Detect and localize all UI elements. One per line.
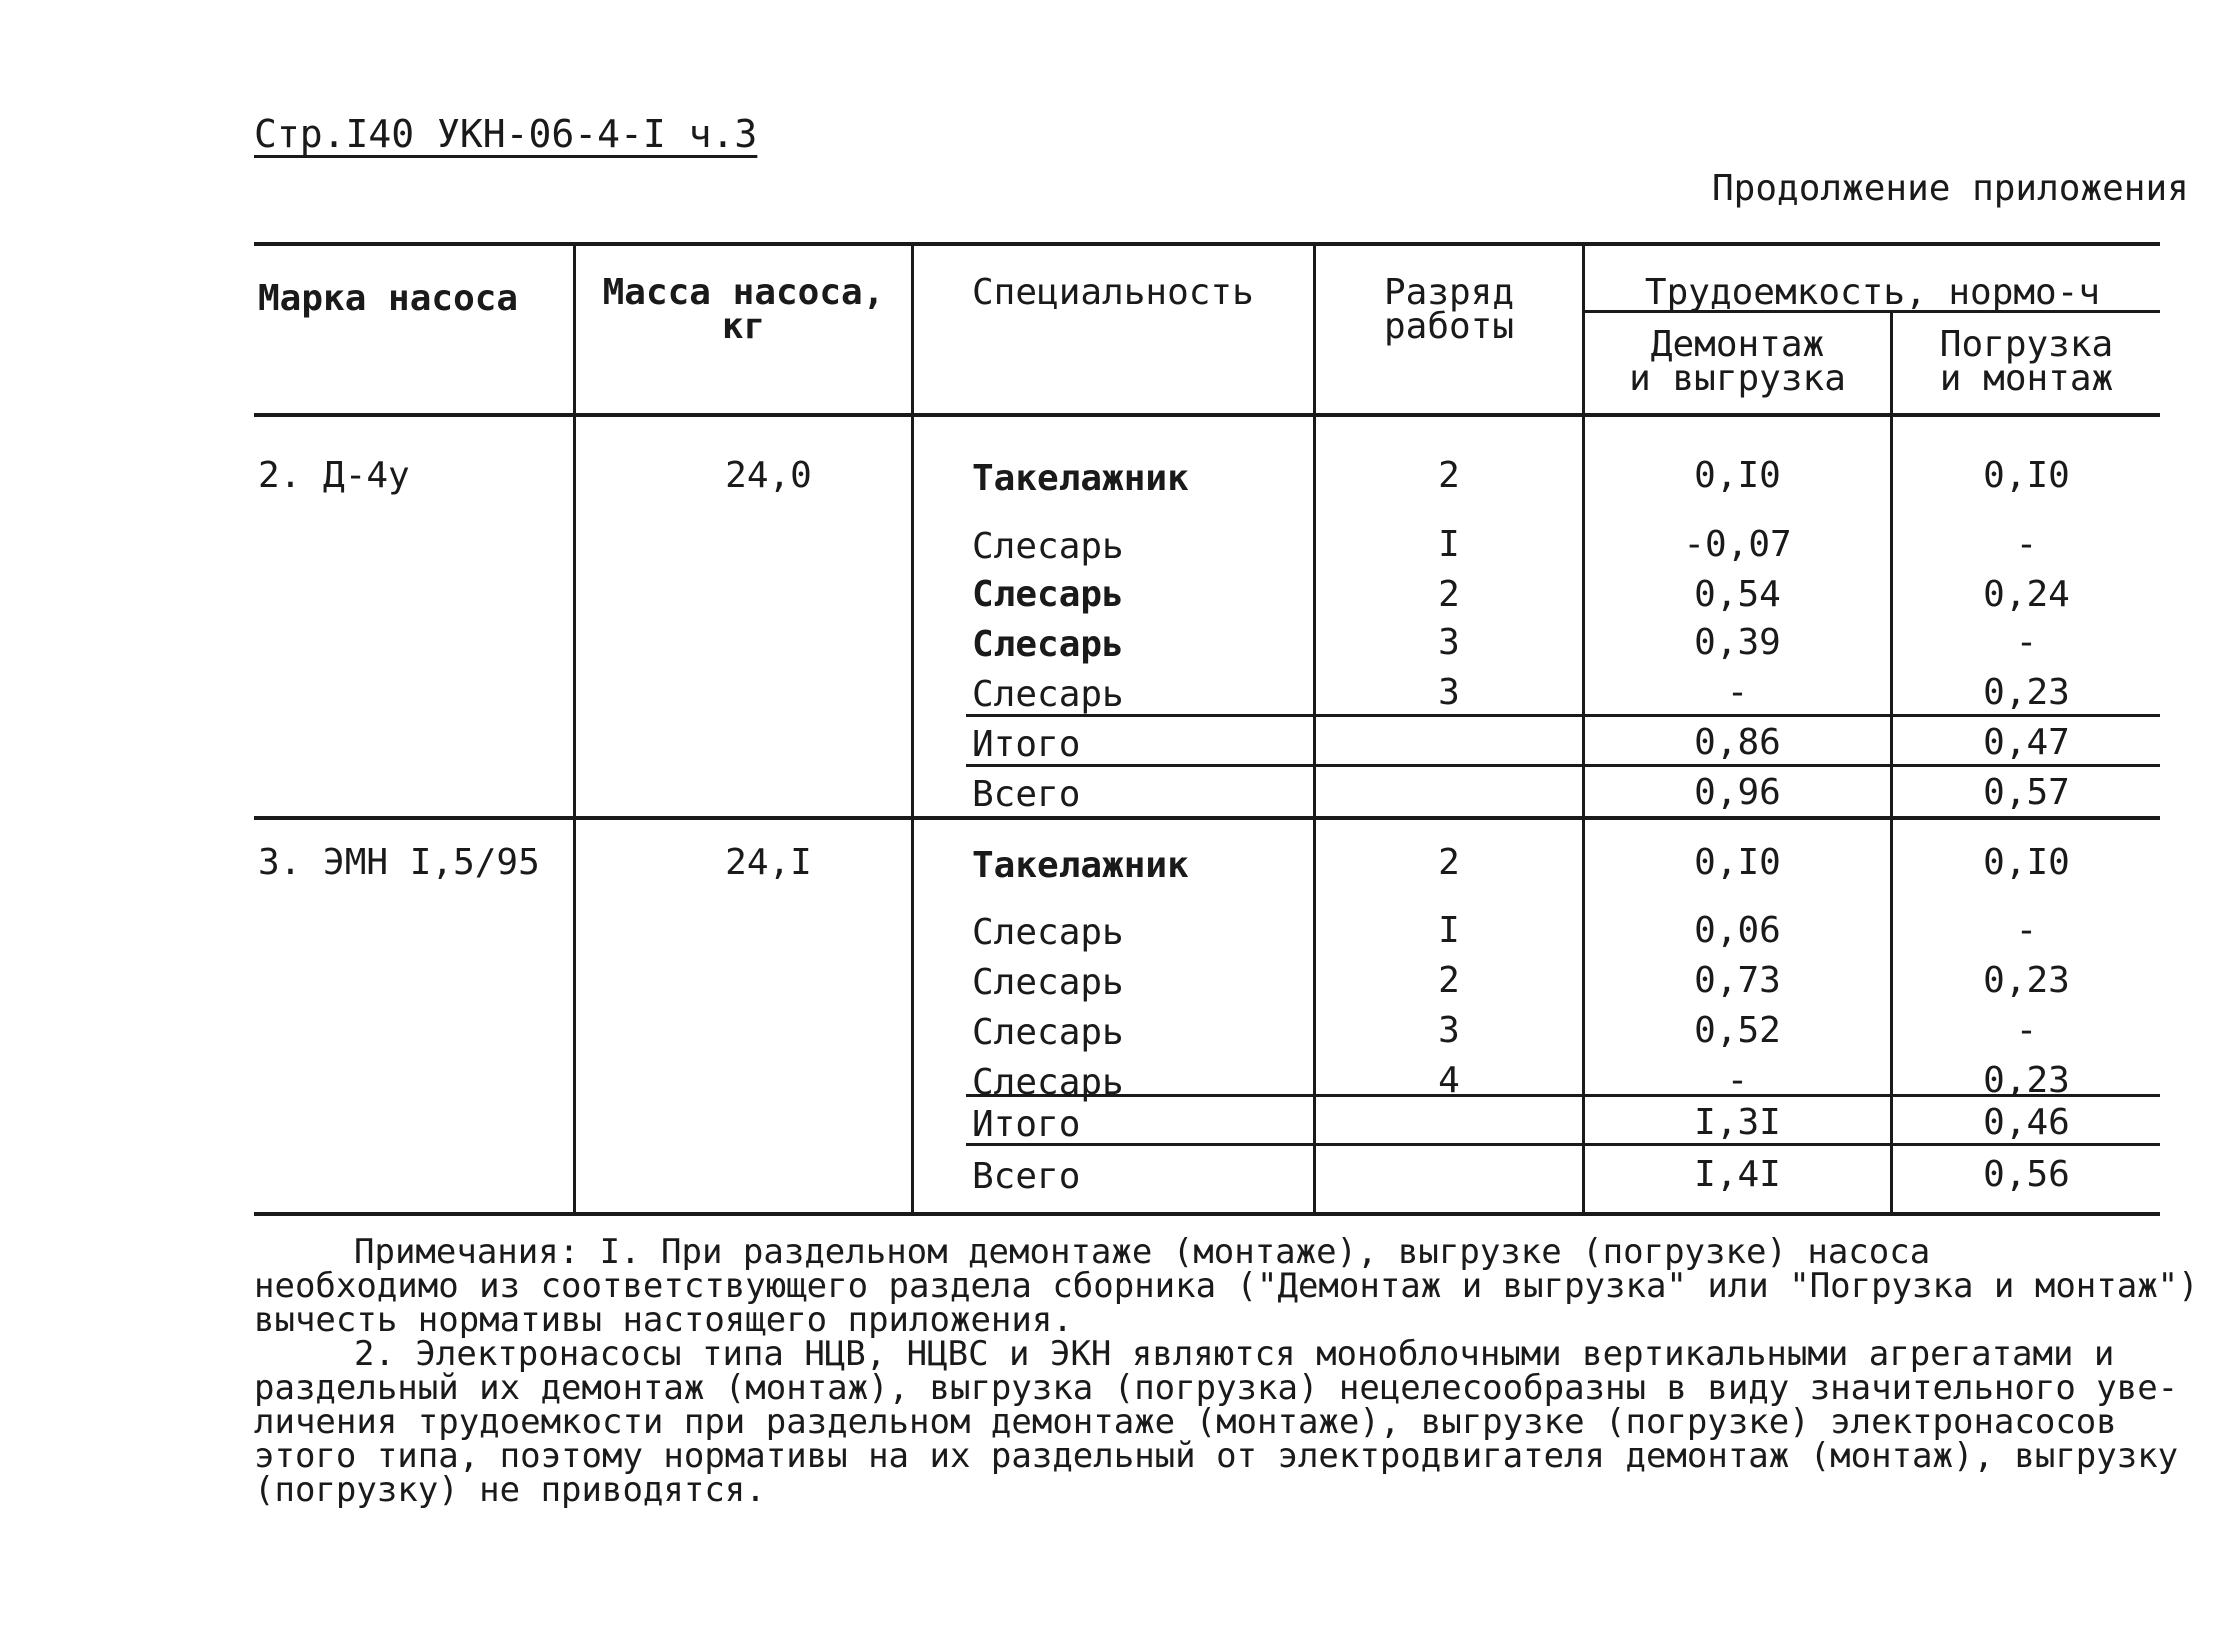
- specialty-cell: Слесарь: [972, 912, 1124, 953]
- subtotal-rule-1b: [966, 764, 2160, 767]
- specialty-cell: Всего: [972, 774, 1081, 815]
- table-top-rule: [254, 242, 2160, 246]
- note-line: необходимо из соответствующего раздела сборника ("Демонтаж и выгрузка" или "Погрузка и монтаж"): [254, 1266, 2199, 1306]
- header-bottom-rule: [254, 413, 2160, 417]
- specialty-cell: Такелажник: [972, 845, 1189, 886]
- specialty-cell: Слесарь: [972, 674, 1124, 715]
- subtotal-rule-1a: [966, 714, 2160, 717]
- header-grade-2: работы: [1383, 306, 1515, 347]
- loading-cell: -: [2015, 910, 2038, 951]
- col-line-1: [573, 244, 576, 1214]
- pump-mass: 24,I: [725, 842, 812, 883]
- continuation-label: Продолжение приложения: [1712, 168, 2189, 209]
- specialty-cell: Итого: [972, 724, 1081, 765]
- specialty-cell: Слесарь: [972, 1062, 1124, 1103]
- specialty-cell: Слесарь: [972, 624, 1124, 665]
- note-line: вычесть нормативы настоящего приложения.: [254, 1300, 1073, 1340]
- dismantle-cell: 0,39: [1694, 622, 1781, 663]
- loading-cell: -: [2015, 1010, 2038, 1051]
- group-separator-rule: [254, 816, 2160, 820]
- loading-cell: -: [2015, 524, 2038, 565]
- header-labor: Трудоемкость, нормо-ч: [1644, 272, 2101, 313]
- note-line: этого типа, поэтому нормативы на их раздельный от электродвигателя демонтаж (монтаж), выгрузку: [254, 1436, 2179, 1476]
- grade-cell: 2: [1438, 455, 1460, 496]
- dismantle-cell: 0,73: [1694, 960, 1781, 1001]
- note-line: 2. Электронасосы типа НЦВ, НЦВС и ЭКН являются моноблочными вертикальными агрегатами и: [354, 1334, 2115, 1374]
- specialty-cell: Слесарь: [972, 962, 1124, 1003]
- pump-name: 3. ЭМН I,5/95: [258, 842, 540, 883]
- grade-cell: 4: [1438, 1060, 1460, 1101]
- specialty-cell: Итого: [972, 1104, 1081, 1145]
- header-specialty: Специальность: [972, 272, 1254, 313]
- loading-cell: 0,23: [1983, 960, 2070, 1001]
- loading-cell: 0,56: [1983, 1154, 2070, 1195]
- grade-cell: 2: [1438, 960, 1460, 1001]
- grade-cell: 2: [1438, 574, 1460, 615]
- loading-cell: 0,46: [1983, 1102, 2070, 1143]
- grade-cell: 3: [1438, 672, 1460, 713]
- dismantle-cell: 0,54: [1694, 574, 1781, 615]
- col-line-2: [911, 244, 914, 1214]
- specialty-cell: Всего: [972, 1156, 1081, 1197]
- header-dismantle-2: и выгрузка: [1629, 358, 1846, 399]
- loading-cell: -: [2015, 622, 2038, 663]
- dismantle-cell: -: [1726, 672, 1749, 713]
- grade-cell: 2: [1438, 842, 1460, 883]
- dismantle-cell: 0,86: [1694, 722, 1781, 763]
- dismantle-cell: 0,06: [1694, 910, 1781, 951]
- specialty-cell: Такелажник: [972, 458, 1189, 499]
- loading-cell: 0,57: [1983, 772, 2070, 813]
- header-pump-brand: Марка насоса: [258, 278, 519, 319]
- grade-cell: I: [1438, 910, 1460, 951]
- subtotal-rule-2b: [966, 1143, 2160, 1146]
- dismantle-cell: 0,96: [1694, 772, 1781, 813]
- page-header: Стр.I40 УКН-06-4-I ч.3: [254, 112, 758, 156]
- loading-cell: 0,23: [1983, 1060, 2070, 1101]
- loading-cell: 0,I0: [1983, 842, 2070, 883]
- header-grade-1: Разряд: [1383, 272, 1515, 313]
- dismantle-cell: 0,I0: [1694, 455, 1781, 496]
- note-line: личения трудоемкости при раздельном демонтаже (монтаже), выгрузке (погрузке) электронасосов: [254, 1402, 2117, 1442]
- pump-mass: 24,0: [725, 455, 812, 496]
- header-dismantle-1: Демонтаж: [1650, 324, 1825, 365]
- header-pump-mass-2: кг: [721, 306, 766, 347]
- header-loading-1: Погрузка: [1939, 324, 2114, 365]
- note-line: раздельный их демонтаж (монтаж), выгрузка (погрузка) нецелесообразны в виду значительного уве-: [254, 1368, 2179, 1408]
- dismantle-cell: -0,07: [1683, 524, 1792, 565]
- header-pump-mass-1: Масса насоса,: [602, 272, 885, 313]
- dismantle-cell: 0,I0: [1694, 842, 1781, 883]
- loading-cell: 0,47: [1983, 722, 2070, 763]
- loading-cell: 0,23: [1983, 672, 2070, 713]
- table-bottom-rule: [254, 1212, 2160, 1216]
- note-line: Примечания: I. При раздельном демонтаже (монтаже), выгрузке (погрузке) насоса: [354, 1232, 1931, 1272]
- specialty-cell: Слесарь: [972, 574, 1124, 615]
- grade-cell: I: [1438, 524, 1460, 565]
- specialty-cell: Слесарь: [972, 526, 1124, 567]
- specialty-cell: Слесарь: [972, 1012, 1124, 1053]
- dismantle-cell: -: [1726, 1060, 1749, 1101]
- dismantle-cell: 0,52: [1694, 1010, 1781, 1051]
- note-line: (погрузку) не приводятся.: [254, 1470, 766, 1510]
- loading-cell: 0,I0: [1983, 455, 2070, 496]
- header-loading-2: и монтаж: [1939, 358, 2114, 399]
- grade-cell: 3: [1438, 622, 1460, 663]
- grade-cell: 3: [1438, 1010, 1460, 1051]
- pump-name: 2. Д-4у: [258, 455, 410, 496]
- dismantle-cell: I,3I: [1694, 1102, 1781, 1143]
- notes-block: [254, 1232, 2199, 1510]
- dismantle-cell: I,4I: [1694, 1154, 1781, 1195]
- loading-cell: 0,24: [1983, 574, 2070, 615]
